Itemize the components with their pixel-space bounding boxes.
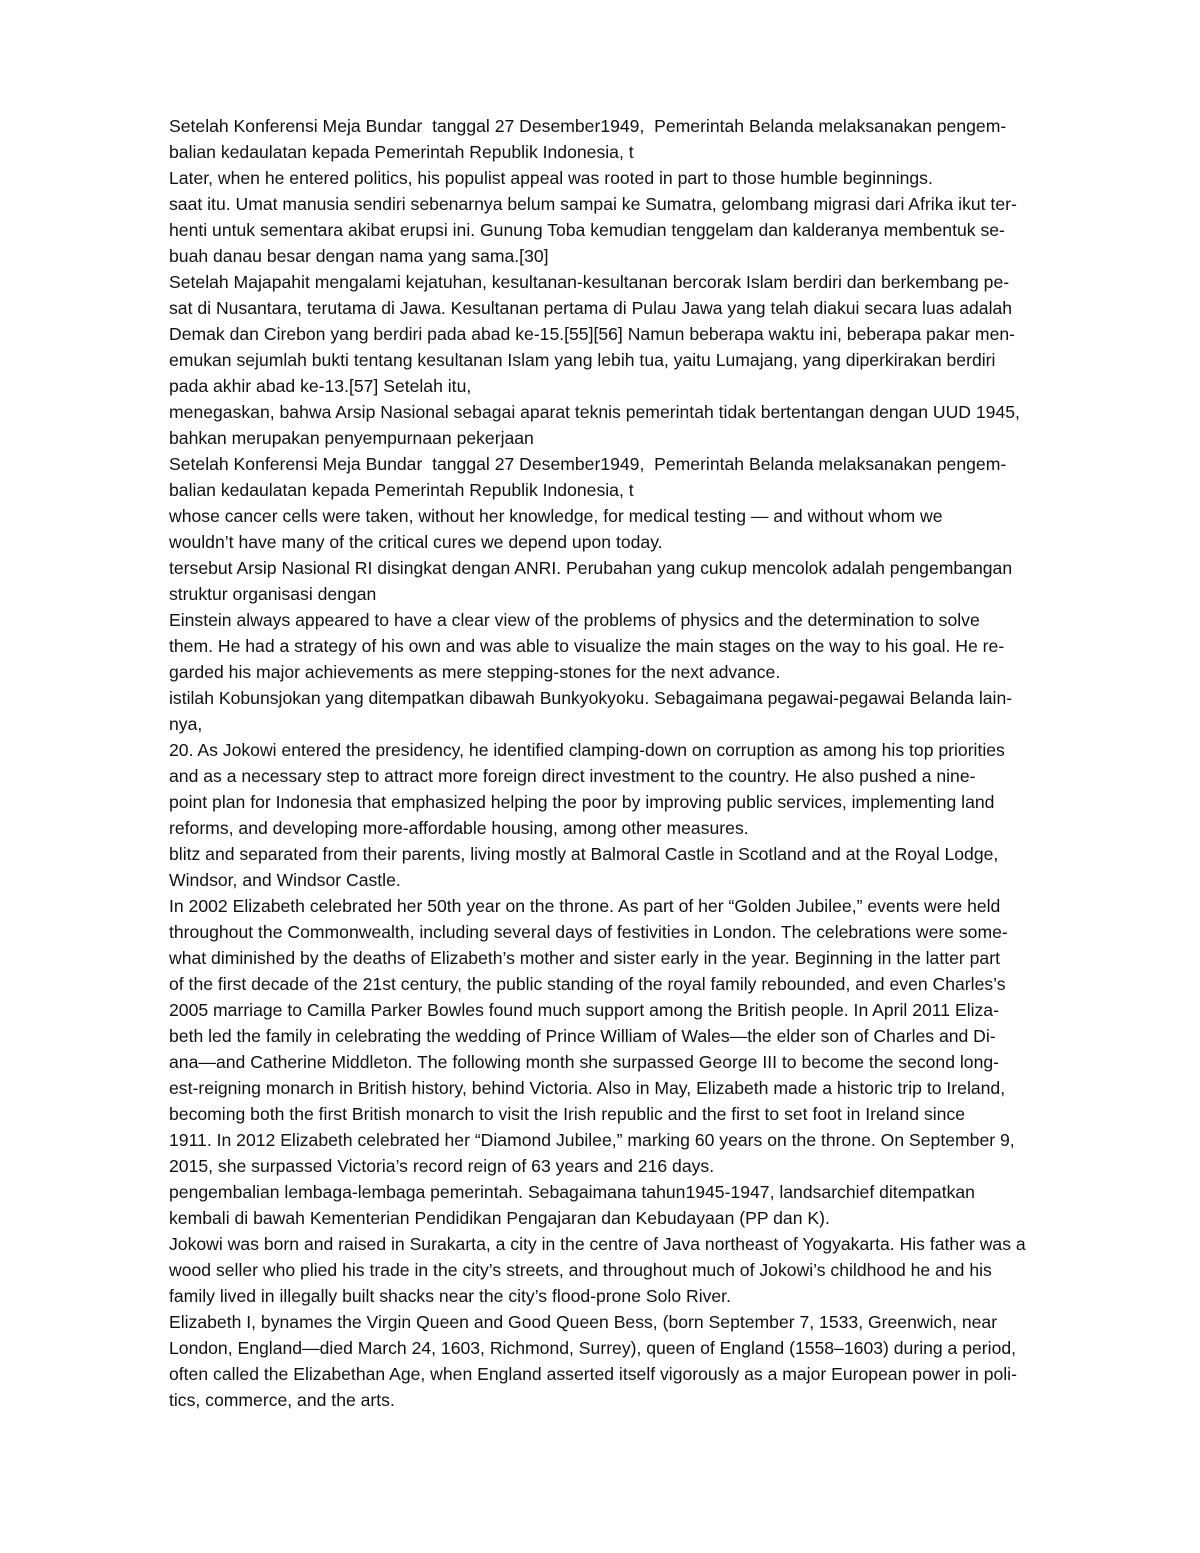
text-line: nya, (169, 714, 203, 734)
text-line: sat di Nusantara, terutama di Jawa. Kesultanan pertama di Pulau Jawa yang telah diakui secara luas adalah (169, 298, 1013, 318)
text-line: bahkan merupakan penyempurnaan pekerjaan (169, 428, 534, 448)
text-line: Elizabeth I, bynames the Virgin Queen and Good Queen Bess, (born September 7, 1533, Greenwich, near (169, 1312, 998, 1332)
text-line: struktur organisasi dengan (169, 584, 377, 604)
text-line: reforms, and developing more-affordable housing, among other measures. (169, 818, 749, 838)
text-line: emukan sejumlah bukti tentang kesultanan Islam yang lebih tua, yaitu Lumajang, yang diperkirakan berdiri (169, 350, 996, 370)
text-line: henti untuk sementara akibat erupsi ini. Gunung Toba kemudian tenggelam dan kalderanya membentuk se- (169, 220, 1005, 240)
text-line: becoming both the first British monarch to visit the Irish republic and the first to set foot in Ireland since (169, 1104, 966, 1124)
text-line: 2005 marriage to Camilla Parker Bowles found much support among the British people. In April 2011 Eliza- (169, 1000, 999, 1020)
text-line: 2015, she surpassed Victoria’s record reign of 63 years and 216 days. (169, 1156, 715, 1176)
text-line: wood seller who plied his trade in the city’s streets, and throughout much of Jokowi’s childhood he and his (169, 1260, 992, 1280)
text-line: and as a necessary step to attract more foreign direct investment to the country. He also pushed a nine- (169, 766, 976, 786)
text-line: pada akhir abad ke-13.[57] Setelah itu, (169, 376, 472, 396)
text-line: Setelah Konferensi Meja Bundar tanggal 27 Desember1949, Pemerintah Belanda melaksanakan pengem- (169, 116, 1007, 136)
text-line: Later, when he entered politics, his populist appeal was rooted in part to those humble beginnings. (169, 168, 933, 188)
text-line: Setelah Majapahit mengalami kejatuhan, kesultanan-kesultanan bercorak Islam berdiri dan berkembang pe- (169, 272, 1010, 292)
text-line: them. He had a strategy of his own and was able to visualize the main stages on the way to his goal. He re- (169, 636, 1005, 656)
text-line: balian kedaulatan kepada Pemerintah Republik Indonesia, t (169, 142, 634, 162)
text-line: Jokowi was born and raised in Surakarta, a city in the centre of Java northeast of Yogyakarta. His father was a (169, 1234, 1026, 1254)
text-line: buah danau besar dengan nama yang sama.[30] (169, 246, 549, 266)
text-line: pengembalian lembaga-lembaga pemerintah. Sebagaimana tahun1945-1947, landsarchief ditempatkan (169, 1182, 975, 1202)
text-line: whose cancer cells were taken, without her knowledge, for medical testing — and without whom we (169, 506, 943, 526)
text-line: tics, commerce, and the arts. (169, 1390, 395, 1410)
text-line: London, England—died March 24, 1603, Richmond, Surrey), queen of England (1558–1603) during a period, (169, 1338, 1017, 1358)
text-line: Windsor, and Windsor Castle. (169, 870, 401, 890)
text-line: garded his major achievements as mere stepping-stones for the next advance. (169, 662, 781, 682)
text-line: Demak dan Cirebon yang berdiri pada abad ke-15.[55][56] Namun beberapa waktu ini, beberapa pakar men- (169, 324, 1016, 344)
document-body (169, 113, 1113, 1413)
text-line: balian kedaulatan kepada Pemerintah Republik Indonesia, t (169, 480, 634, 500)
text-line: of the first decade of the 21st century, the public standing of the royal family rebounded, and even Charles’s (169, 974, 1006, 994)
text-line: wouldn’t have many of the critical cures we depend upon today. (169, 532, 663, 552)
text-line: kembali di bawah Kementerian Pendidikan Pengajaran dan Kebudayaan (PP dan K). (169, 1208, 830, 1228)
text-line: throughout the Commonwealth, including several days of festivities in London. The celebrations were some- (169, 922, 1008, 942)
text-line: est-reigning monarch in British history, behind Victoria. Also in May, Elizabeth made a historic trip to Ireland, (169, 1078, 1006, 1098)
text-line: tersebut Arsip Nasional RI disingkat dengan ANRI. Perubahan yang cukup mencolok adalah pengembangan (169, 558, 1013, 578)
text-line: In 2002 Elizabeth celebrated her 50th year on the throne. As part of her “Golden Jubilee,” events were held (169, 896, 1001, 916)
text-line: saat itu. Umat manusia sendiri sebenarnya belum sampai ke Sumatra, gelombang migrasi dari Afrika ikut ter- (169, 194, 1017, 214)
text-line: ana—and Catherine Middleton. The following month she surpassed George III to become the second long- (169, 1052, 1000, 1072)
text-line: point plan for Indonesia that emphasized helping the poor by improving public services, implementing land (169, 792, 995, 812)
text-line: Einstein always appeared to have a clear view of the problems of physics and the determination to solve (169, 610, 980, 630)
text-line: Setelah Konferensi Meja Bundar tanggal 27 Desember1949, Pemerintah Belanda melaksanakan pengem- (169, 454, 1007, 474)
text-line: beth led the family in celebrating the wedding of Prince William of Wales—the elder son of Charles and Di- (169, 1026, 996, 1046)
text-line: what diminished by the deaths of Elizabeth’s mother and sister early in the year. Beginning in the latter part (169, 948, 1000, 968)
text-line: menegaskan, bahwa Arsip Nasional sebagai aparat teknis pemerintah tidak bertentangan dengan UUD 1945, (169, 402, 1020, 422)
text-line: istilah Kobunsjokan yang ditempatkan dibawah Bunkyokyoku. Sebagaimana pegawai-pegawai Belanda lain- (169, 688, 1013, 708)
text-line: blitz and separated from their parents, living mostly at Balmoral Castle in Scotland and at the Royal Lodge, (169, 844, 999, 864)
text-line: often called the Elizabethan Age, when England asserted itself vigorously as a major European power in poli- (169, 1364, 1017, 1384)
text-line: 20. As Jokowi entered the presidency, he identified clamping-down on corruption as among his top priorities (169, 740, 1005, 760)
text-line: 1911. In 2012 Elizabeth celebrated her “Diamond Jubilee,” marking 60 years on the throne. On September 9, (169, 1130, 1015, 1150)
text-line: family lived in illegally built shacks near the city’s flood-prone Solo River. (169, 1286, 731, 1306)
